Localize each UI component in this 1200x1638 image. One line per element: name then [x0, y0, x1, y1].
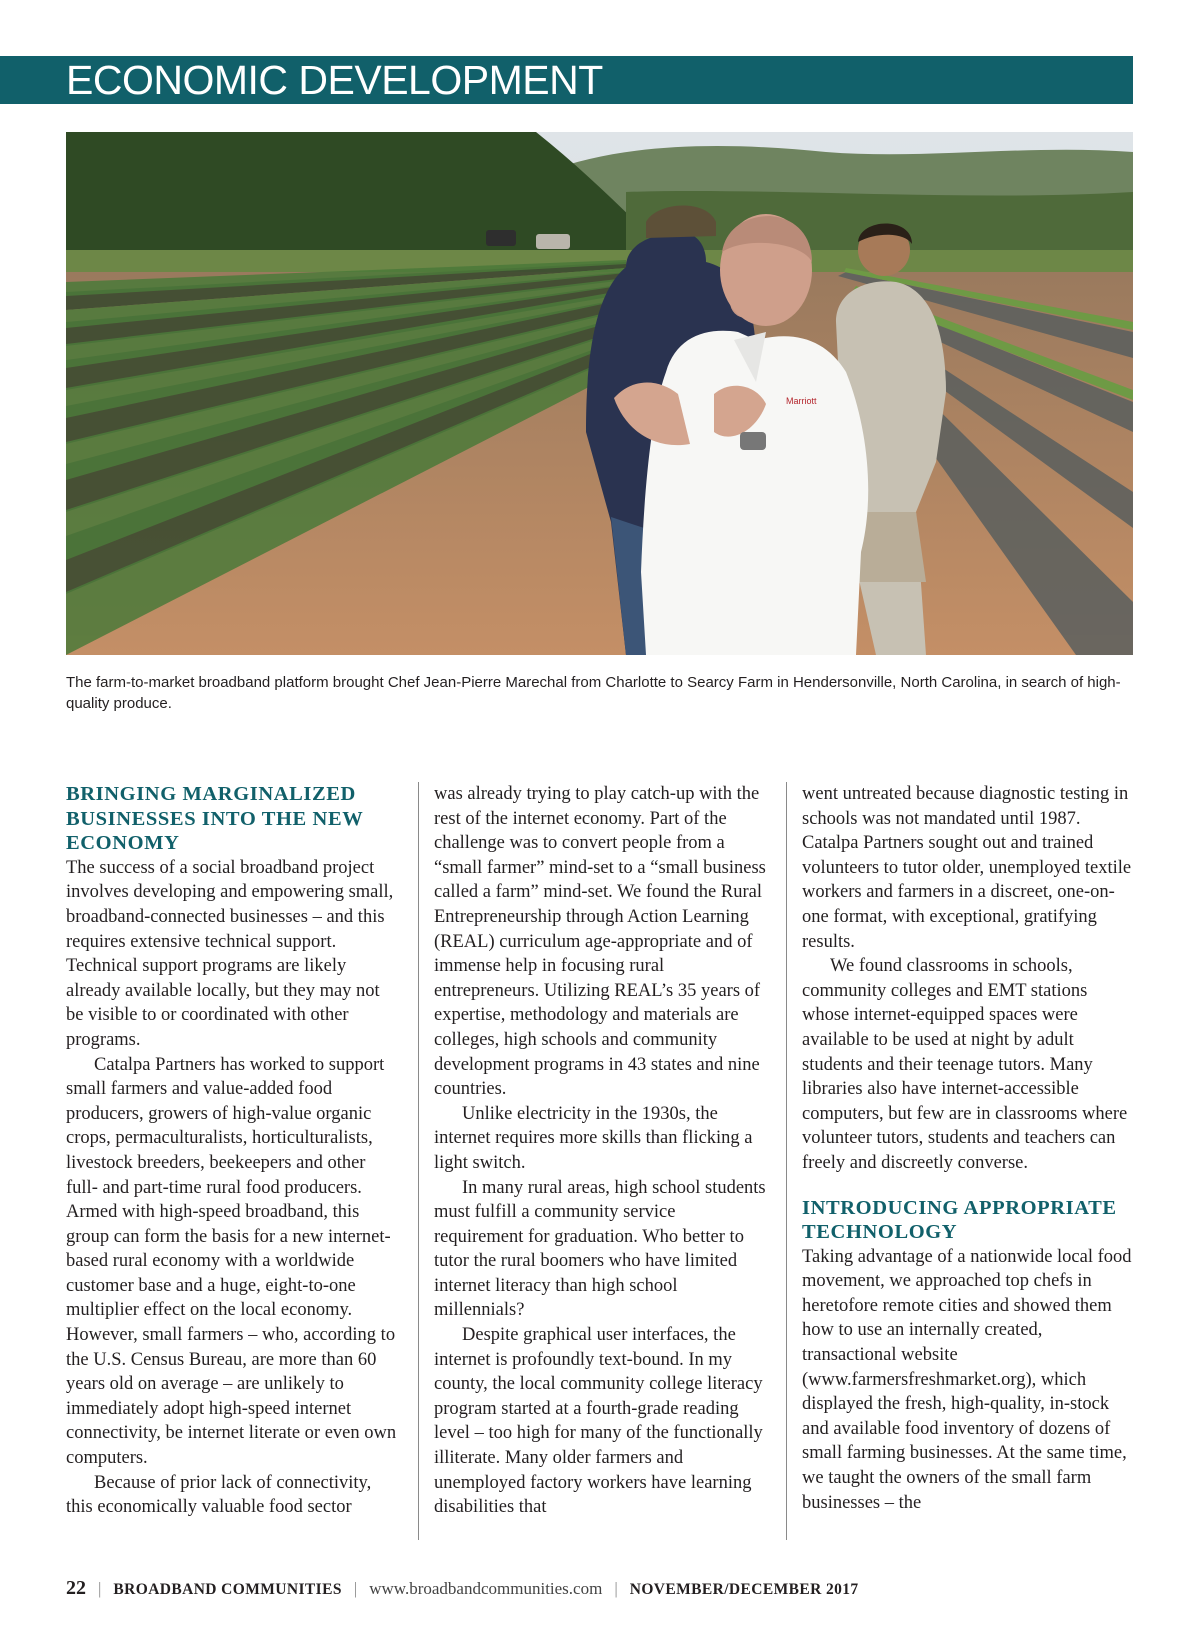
body-paragraph: Unlike electricity in the 1930s, the internet requires more skills than flicking a light switch.	[434, 1103, 753, 1173]
body-paragraph: In many rural areas, high school students must fulfill a community service requirement for graduation. Who better to tutor the rural boomers who have limited internet literacy than high school millennials?	[434, 1177, 766, 1321]
body-paragraph: Catalpa Partners has worked to support small farmers and value-added food producers, growers of high-value organic crops, permaculturalists, horticulturalists, livestock breeders, beekeepers and other full- and part-time rural food producers. Armed with high-speed broadband, this group can form the basis for a new internet-based rural economy with a worldwide customer base and a huge, eight-to-one multiplier effect on the local economy. However, small farmers – who, according to the U.S. Census Bureau, are more than 60 years old on average – are unlikely to immediately adopt high-speed internet connectivity, be internet literate or even own computers.	[66, 1054, 397, 1469]
body-paragraph: The success of a social broadband project involves developing and empowering small, broadband-connected businesses – and this requires extensive technical support. Technical support programs are likely already available locally, but they may not be visible to or coordinated with other programs.	[66, 857, 394, 1050]
article-column-2	[434, 782, 769, 1520]
farm-photo	[66, 132, 1133, 655]
body-paragraph: We found classrooms in schools, community colleges and EMT stations whose internet-equipped spaces were available to be used at night by adult students and their teenage tutors. Many libraries also have internet-accessible computers, but few are in classrooms where volunteer tutors, students and teachers can freely and discreetly converse.	[802, 956, 1128, 1173]
footer-separator: |	[614, 1579, 618, 1598]
section-heading: INTRODUCING APPROPRIATE TECHNOLOGY	[802, 1196, 1117, 1244]
section-heading: BRINGING MARGINALIZED BUSINESSES INTO THE NEW ECONOMY	[66, 783, 363, 855]
article-column-1	[66, 782, 401, 1520]
section-banner	[0, 56, 1133, 104]
body-paragraph: was already trying to play catch-up with the rest of the internet economy. Part of the challenge was to convert people from a “small farmer” mind-set to a “small business called a farm” mind-set. We found the Rural Entrepreneurship through Action Learning (REAL) curriculum age-appropriate and of immense help in focusing rural entrepreneurs. Utilizing REAL’s 35 years of expertise, methodology and materials are colleges, high schools and community development programs in 43 states and nine countries.	[434, 784, 766, 1100]
photo-caption: The farm-to-market broadband platform brought Chef Jean-Pierre Marechal from Charlotte to Searcy Farm in Hendersonville, North Carolina, in search of high-quality produce.	[66, 674, 1121, 712]
website-link[interactable]: www.broadbandcommunities.com	[369, 1579, 603, 1598]
section-title: ECONOMIC DEVELOPMENT	[66, 57, 603, 103]
page-number: 22	[66, 1577, 86, 1599]
body-paragraph: Despite graphical user interfaces, the internet is profoundly text-bound. In my county, the local community college literacy program started at a fourth-grade reading level – too high for many of the functionally illiterate. Many older farmers and unemployed factory workers have learning disabilities that	[434, 1325, 763, 1518]
issue-date: NOVEMBER/DECEMBER 2017	[629, 1581, 859, 1598]
column-divider	[786, 782, 787, 1540]
footer-separator: |	[98, 1579, 102, 1598]
column-divider	[418, 782, 419, 1540]
page-footer	[66, 1576, 1133, 1602]
body-paragraph: Because of prior lack of connectivity, this economically valuable food sector	[66, 1472, 372, 1518]
article-column-3	[802, 782, 1137, 1515]
magazine-name: BROADBAND COMMUNITIES	[113, 1581, 342, 1598]
coat-logo-text: Marriott	[786, 396, 817, 406]
footer-separator: |	[353, 1579, 358, 1598]
body-paragraph: went untreated because diagnostic testing in schools was not mandated until 1987. Catalpa Partners sought out and trained volunteers to tutor older, unemployed textile workers and farmers in a discreet, one-on-one format, with exceptional, gratifying results.	[802, 784, 1132, 952]
body-paragraph: Taking advantage of a nationwide local food movement, we approached top chefs in heretofore remote cities and showed them how to use an internally created, transactional website (www.farmersfreshmarket.org), which displayed the fresh, high-quality, in-stock and available food inventory of dozens of small farming businesses. At the same time, we taught the owners of the small farm businesses – the	[802, 1246, 1132, 1513]
